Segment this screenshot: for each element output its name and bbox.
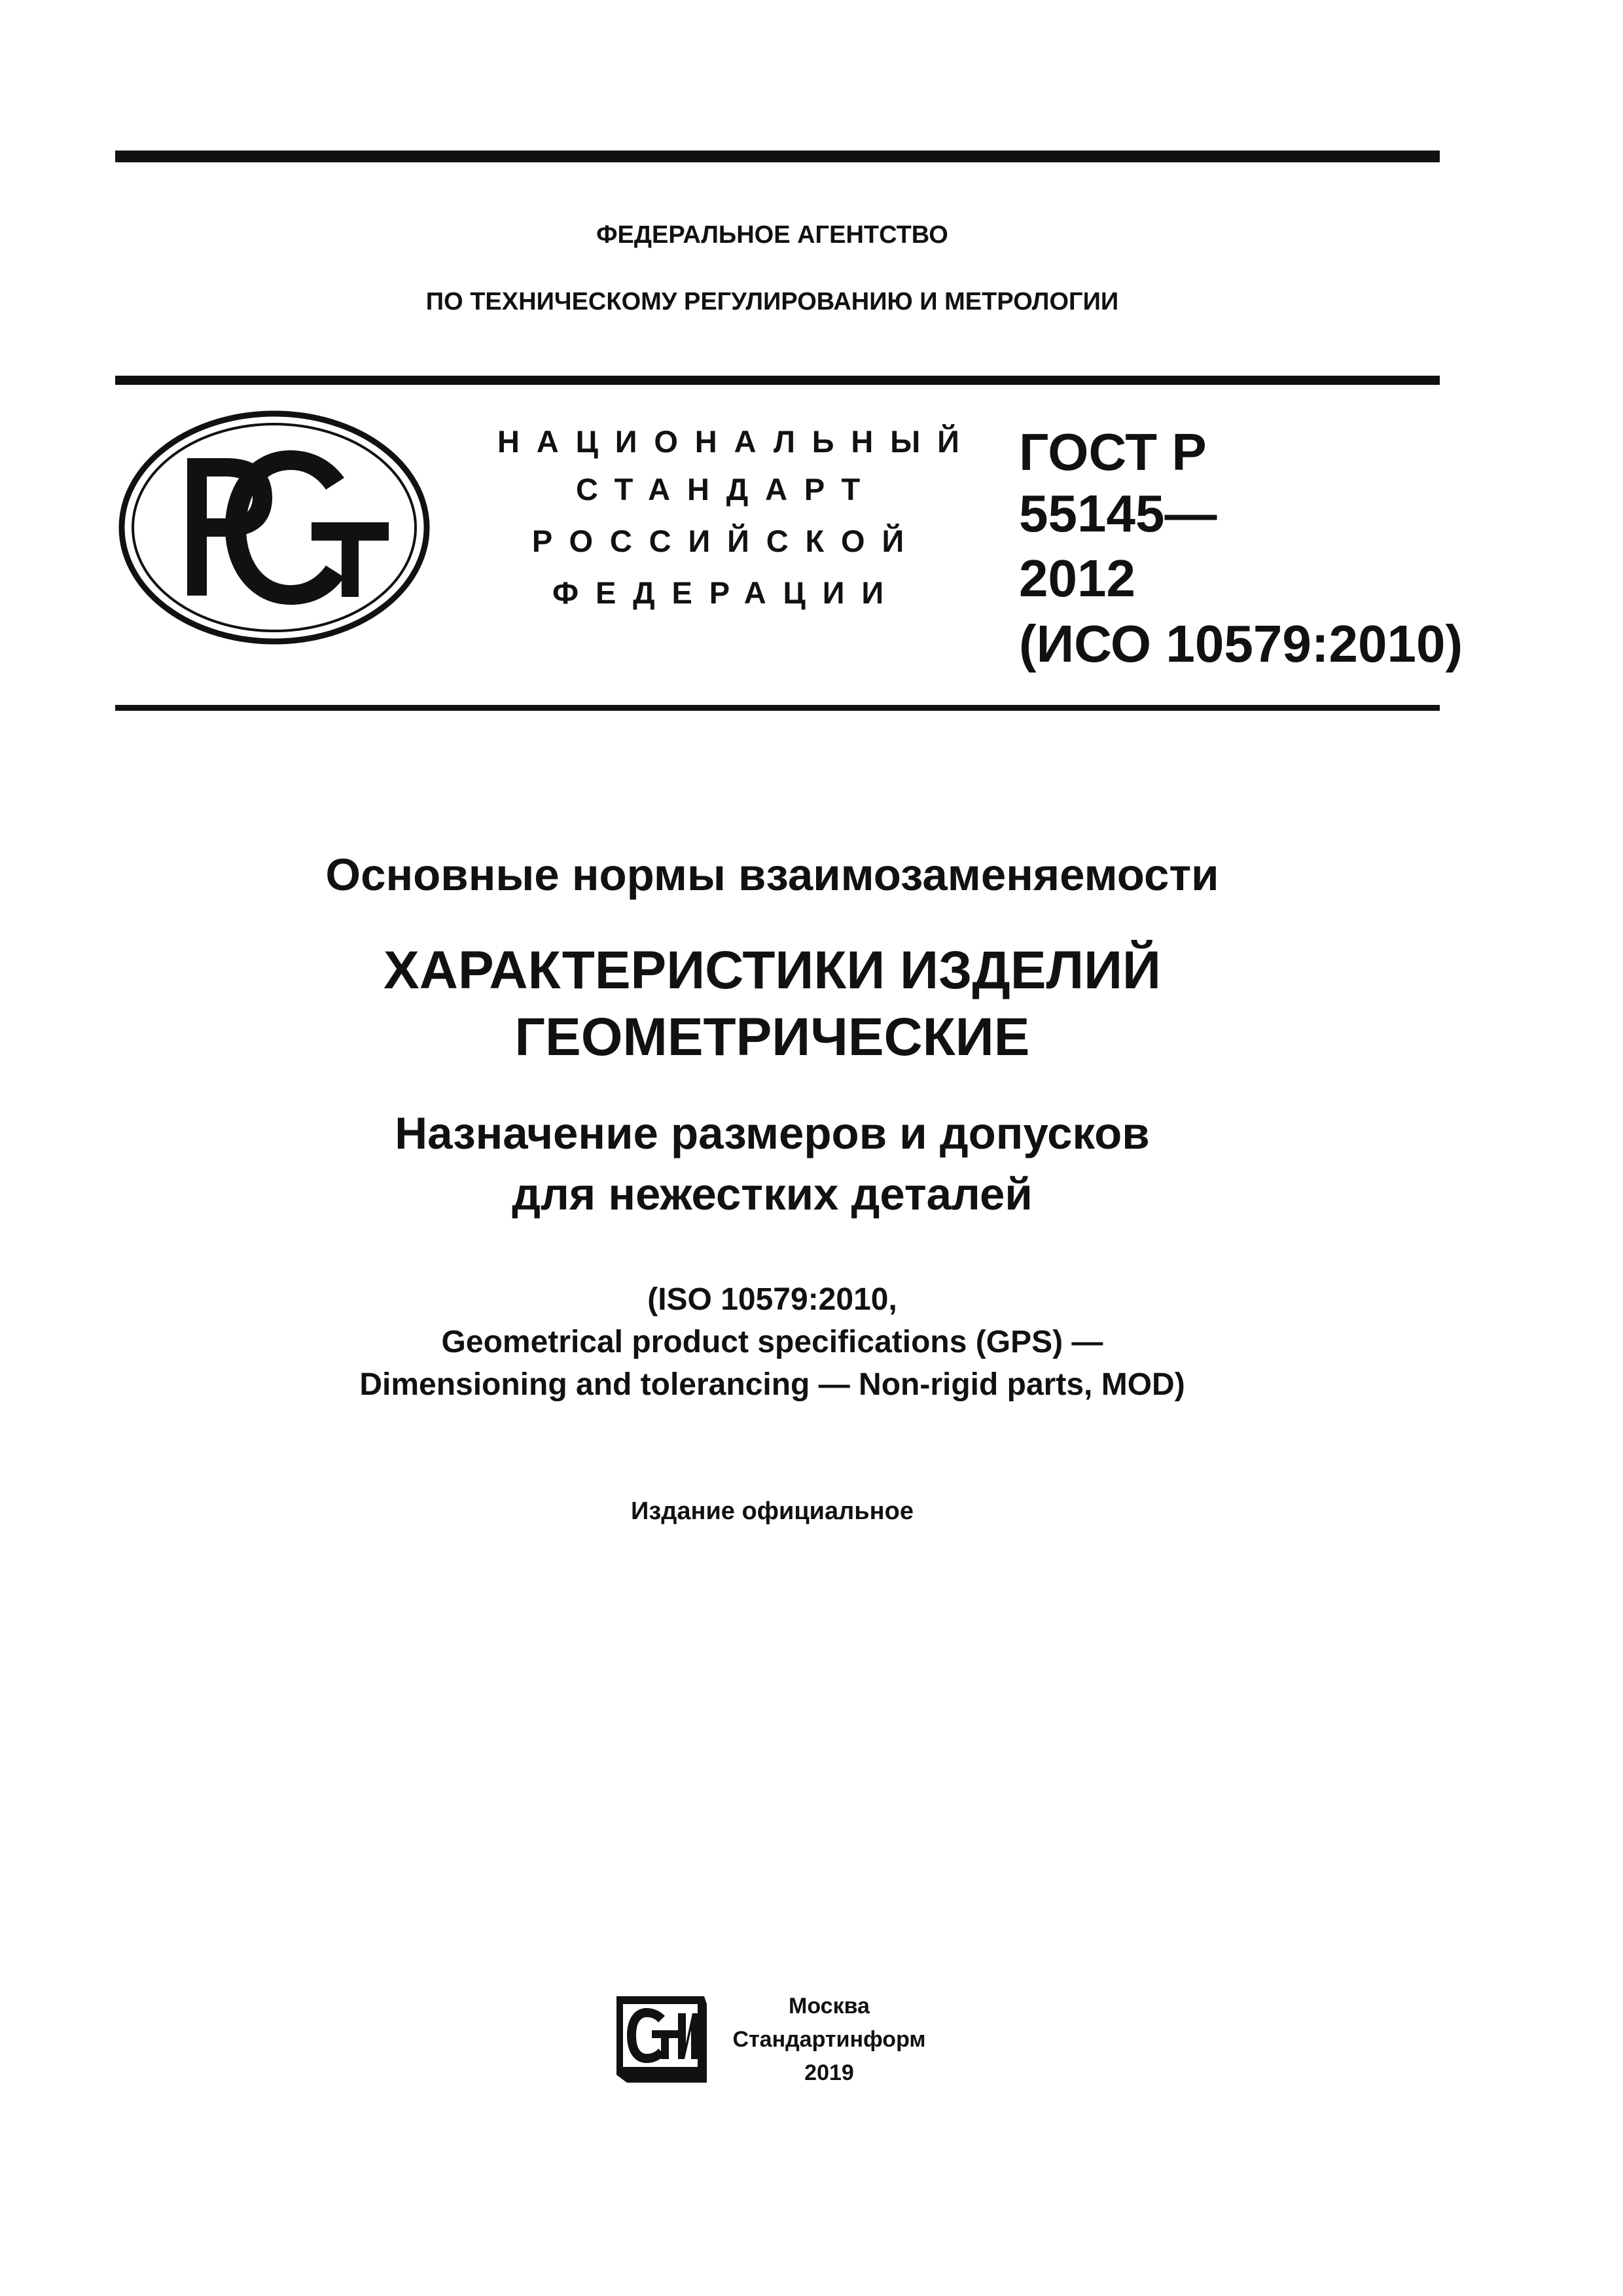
designation-line3: 2012: [1019, 549, 1135, 607]
national-standard-line4: ФЕДЕРАЦИИ: [552, 575, 901, 610]
designation-line2: 55145—: [1019, 484, 1217, 543]
top-rule: [115, 151, 1440, 162]
publisher-name: Стандартинформ: [732, 2027, 926, 2052]
national-standard-line2: СТАНДАРТ: [575, 472, 878, 507]
title-rule: [115, 705, 1440, 711]
publisher-city: Москва: [789, 1994, 870, 2018]
iso-reference-line2: Geometrical product specifications (GPS) —: [441, 1325, 1103, 1359]
standartinform-logo-icon: [614, 1994, 707, 2083]
rst-emblem-icon: [115, 406, 433, 649]
header-rule: [115, 376, 1440, 385]
national-standard-line1: НАЦИОНАЛЬНЫЙ: [497, 424, 976, 459]
national-standard-line3: РОССИЙСКОЙ: [531, 524, 921, 558]
iso-reference-line1: (ISO 10579:2010,: [647, 1282, 897, 1317]
subtitle-line1: Назначение размеров и допусков: [395, 1108, 1150, 1158]
edition-label: Издание официальное: [631, 1498, 914, 1525]
main-title-line2: ГЕОМЕТРИЧЕСКИЕ: [514, 1007, 1030, 1067]
basic-title: Основные нормы взаимозаменяемости: [325, 850, 1219, 900]
agency-name-line2: ПО ТЕХНИЧЕСКОМУ РЕГУЛИРОВАНИЮ И МЕТРОЛОГИИ: [425, 288, 1119, 315]
agency-name-line1: ФЕДЕРАЛЬНОЕ АГЕНТСТВО: [596, 221, 948, 249]
iso-reference-line3: Dimensioning and tolerancing — Non-rigid parts, MOD): [359, 1367, 1185, 1402]
publisher-year: 2019: [804, 2060, 854, 2085]
designation-line1: ГОСТ Р: [1019, 423, 1207, 481]
subtitle-line2: для нежестких деталей: [512, 1169, 1033, 1219]
designation-line4: (ИСО 10579:2010): [1019, 615, 1463, 673]
main-title-line1: ХАРАКТЕРИСТИКИ ИЗДЕЛИЙ: [383, 941, 1161, 1000]
